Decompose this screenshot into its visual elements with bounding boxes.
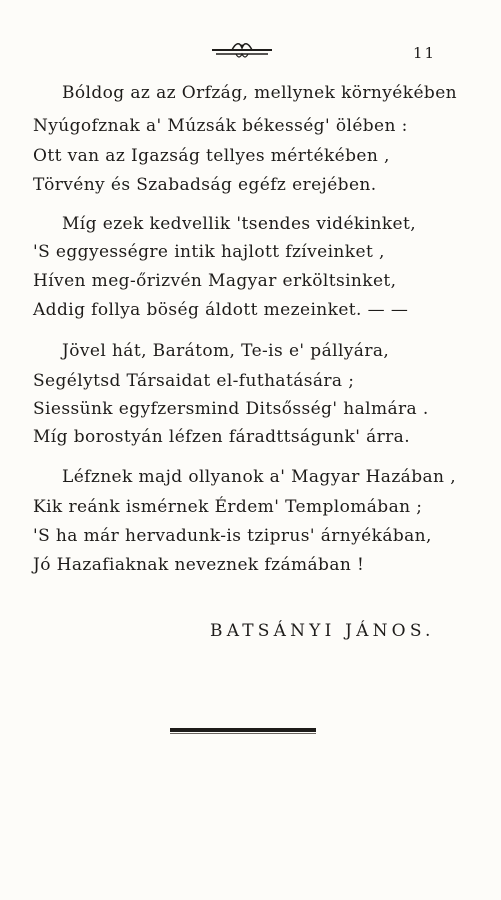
poem-line: Míg ezek kedvellik 'tsendes vidékinket,: [62, 214, 417, 234]
header-ornament-icon: [210, 40, 274, 60]
poem-line: 'S eggyességre intik hajlott fzíveinket ,: [33, 242, 385, 262]
poem-line: Törvény és Szabadság egéfz erejében.: [33, 175, 377, 195]
closing-rule: [170, 728, 316, 732]
author-signature: BATSÁNYI JÁNOS.: [210, 621, 435, 641]
poem-line: Jó Hazafiaknak neveznek fzámában !: [33, 555, 365, 575]
poem-line: Segélytsd Társaidat el-futhatására ;: [33, 371, 355, 391]
poem-line: Siessünk egyfzersmind Ditsősség' halmára .: [33, 399, 429, 419]
closing-rule-thin: [170, 733, 316, 734]
poem-line: Bóldog az az Orfzág, mellynek környékében: [62, 83, 457, 103]
page-number: 11: [413, 44, 437, 62]
poem-line: Híven meg-őrizvén Magyar erköltsinket,: [33, 271, 397, 291]
poem-line: Addig follya böség áldott mezeinket. — —: [33, 300, 409, 320]
poem-line: Léfznek majd ollyanok a' Magyar Hazában ,: [62, 467, 456, 487]
poem-line: Kik reánk ismérnek Érdem' Templomában ;: [33, 497, 423, 517]
poem-line: Ott van az Igazság tellyes mértékében ,: [33, 146, 390, 166]
poem-line: Jövel hát, Barátom, Te-is e' pállyára,: [62, 341, 390, 361]
poem-line: Nyúgofznak a' Múzsák békesség' ölében :: [33, 116, 408, 136]
poem-line: 'S ha már hervadunk-is tziprus' árnyékában,: [33, 526, 432, 546]
poem-line: Míg borostyán léfzen fáradttságunk' árra.: [33, 427, 410, 447]
